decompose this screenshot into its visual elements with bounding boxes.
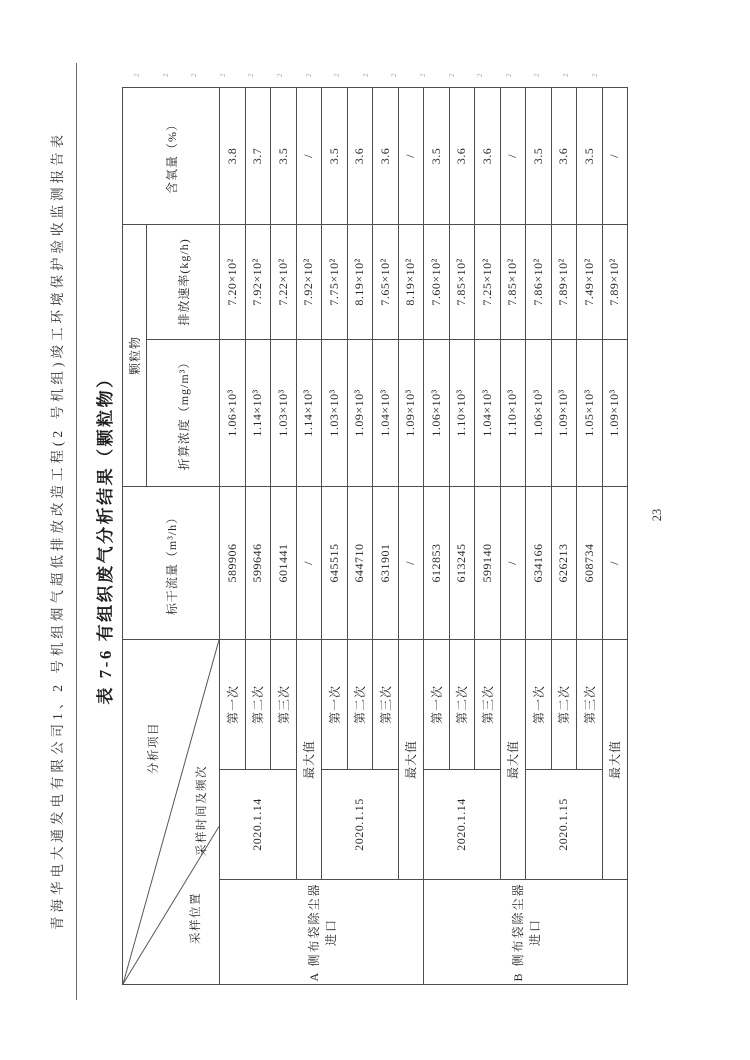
flow-cell: 612853 bbox=[424, 486, 450, 639]
freq-cell: 第一次 bbox=[424, 639, 450, 769]
diag-label-analysis-item: 分析项目 bbox=[148, 722, 160, 774]
rate-cell: 7.25×10² bbox=[475, 224, 501, 339]
conc-cell: 1.09×10³ bbox=[347, 339, 373, 486]
flow-cell: 644710 bbox=[347, 486, 373, 639]
max-label-cell: 最大值 bbox=[500, 639, 526, 879]
scan-artifact-mark: 2 bbox=[247, 73, 256, 77]
flow-cell: 599140 bbox=[475, 486, 501, 639]
rate-cell: 7.49×10² bbox=[577, 224, 603, 339]
flow-cell: 589906 bbox=[220, 486, 246, 639]
o2-cell: 3.6 bbox=[347, 87, 373, 224]
conc-cell: 1.04×10³ bbox=[475, 339, 501, 486]
location-cell: A 侧布袋除尘器进口 bbox=[220, 880, 424, 985]
flow-cell: / bbox=[296, 486, 322, 639]
rate-cell: 8.19×10² bbox=[347, 224, 373, 339]
conc-cell: 1.03×10³ bbox=[322, 339, 348, 486]
rate-cell: 7.92×10² bbox=[296, 224, 322, 339]
diag-label-sampling-location: 采样位置 bbox=[190, 892, 202, 944]
table-row bbox=[424, 87, 450, 984]
scan-artifact-mark: 2 bbox=[218, 73, 227, 77]
o2-cell: 3.6 bbox=[551, 87, 577, 224]
rate-cell: 7.22×10² bbox=[271, 224, 297, 339]
o2-cell: / bbox=[296, 87, 322, 224]
scan-artifact-mark: 2 bbox=[361, 73, 370, 77]
table-row bbox=[526, 87, 552, 984]
freq-cell: 第一次 bbox=[526, 639, 552, 769]
scan-artifact-mark: 2 bbox=[133, 73, 141, 77]
scan-artifact-mark: 2 bbox=[419, 73, 427, 77]
header-oxygen: 含氧量（%） bbox=[123, 87, 220, 224]
rate-cell: 7.60×10² bbox=[424, 224, 450, 339]
scan-artifact-mark: 2 bbox=[533, 73, 542, 77]
o2-cell: 3.8 bbox=[220, 87, 246, 224]
table-row bbox=[220, 87, 246, 984]
rate-cell: 7.75×10² bbox=[322, 224, 348, 339]
header-rate: 排放速率(kg/h) bbox=[147, 224, 220, 339]
freq-cell: 第一次 bbox=[220, 639, 246, 769]
header-particulate: 颗粒物 bbox=[123, 224, 147, 486]
o2-cell: / bbox=[398, 87, 424, 224]
rate-cell: 7.85×10² bbox=[449, 224, 475, 339]
table-row-max bbox=[398, 87, 424, 984]
freq-cell: 第三次 bbox=[577, 639, 603, 769]
o2-cell: 3.7 bbox=[245, 87, 271, 224]
rate-cell: 7.65×10² bbox=[373, 224, 399, 339]
header-flow: 标干流量（m³/h） bbox=[123, 486, 220, 639]
flow-cell: / bbox=[602, 486, 628, 639]
o2-cell: 3.5 bbox=[577, 87, 603, 224]
o2-cell: 3.5 bbox=[322, 87, 348, 224]
flow-cell: / bbox=[398, 486, 424, 639]
conc-cell: 1.10×10³ bbox=[500, 339, 526, 486]
flow-cell: 601441 bbox=[271, 486, 297, 639]
table-row bbox=[322, 87, 348, 984]
scan-artifact-mark: 2 bbox=[504, 73, 513, 77]
flow-cell: 608734 bbox=[577, 486, 603, 639]
conc-cell: 1.14×10³ bbox=[296, 339, 322, 486]
header-concentration: 折算浓度（mg/m³） bbox=[147, 339, 220, 486]
scan-artifact-mark: 2 bbox=[447, 73, 456, 77]
document-header-text: 青海华电大通发电有限公司1、2 号机组烟气超低排放改造工程(2 号机组)竣工环境保护验收监测报告表 bbox=[50, 131, 65, 930]
conc-cell: 1.09×10³ bbox=[398, 339, 424, 486]
date-cell: 2020.1.14 bbox=[220, 770, 297, 880]
freq-cell: 第三次 bbox=[475, 639, 501, 769]
scan-artifact-mark: 2 bbox=[161, 73, 170, 77]
scan-artifact-mark: 2 bbox=[390, 73, 399, 77]
header-rule bbox=[76, 63, 77, 1000]
o2-cell: 3.6 bbox=[373, 87, 399, 224]
diag-label-sampling-time: 采样时间及频次 bbox=[196, 765, 208, 856]
flow-cell: / bbox=[500, 486, 526, 639]
scan-artifact-mark: 2 bbox=[562, 73, 570, 77]
conc-cell: 1.04×10³ bbox=[373, 339, 399, 486]
rate-cell: 7.89×10² bbox=[551, 224, 577, 339]
table-row-max bbox=[296, 87, 322, 984]
freq-cell: 第三次 bbox=[271, 639, 297, 769]
o2-cell: 3.5 bbox=[424, 87, 450, 224]
o2-cell: 3.5 bbox=[526, 87, 552, 224]
conc-cell: 1.10×10³ bbox=[449, 339, 475, 486]
max-label-cell: 最大值 bbox=[296, 639, 322, 879]
o2-cell: / bbox=[602, 87, 628, 224]
conc-cell: 1.06×10³ bbox=[526, 339, 552, 486]
flow-cell: 634166 bbox=[526, 486, 552, 639]
date-cell: 2020.1.15 bbox=[526, 770, 603, 880]
freq-cell: 第二次 bbox=[551, 639, 577, 769]
page-number: 23 bbox=[650, 508, 664, 522]
table-title: 表 7-6 有组织废气分析结果（颗粒物） bbox=[96, 368, 115, 705]
table-row-max bbox=[500, 87, 526, 984]
rate-cell: 7.89×10² bbox=[602, 224, 628, 339]
scan-artifact-mark: 2 bbox=[276, 73, 284, 77]
flow-cell: 626213 bbox=[551, 486, 577, 639]
rate-cell: 7.86×10² bbox=[526, 224, 552, 339]
freq-cell: 第二次 bbox=[245, 639, 271, 769]
scan-artifact-mark: 2 bbox=[333, 73, 342, 77]
o2-cell: 3.5 bbox=[271, 87, 297, 224]
o2-cell: 3.6 bbox=[475, 87, 501, 224]
scan-artifact-mark: 2 bbox=[190, 73, 199, 77]
conc-cell: 1.14×10³ bbox=[245, 339, 271, 486]
date-cell: 2020.1.14 bbox=[424, 770, 501, 880]
o2-cell: 3.6 bbox=[449, 87, 475, 224]
scan-artifact-mark: 2 bbox=[590, 73, 599, 77]
date-cell: 2020.1.15 bbox=[322, 770, 399, 880]
flow-cell: 645515 bbox=[322, 486, 348, 639]
scan-artifact-mark: 2 bbox=[304, 73, 313, 77]
flow-cell: 631901 bbox=[373, 486, 399, 639]
table-row-max bbox=[602, 87, 628, 984]
location-cell: B 侧布袋除尘器进口 bbox=[424, 880, 628, 985]
freq-cell: 第二次 bbox=[347, 639, 373, 769]
o2-cell: / bbox=[500, 87, 526, 224]
freq-cell: 第二次 bbox=[449, 639, 475, 769]
freq-cell: 第三次 bbox=[373, 639, 399, 769]
flow-cell: 613245 bbox=[449, 486, 475, 639]
freq-cell: 第一次 bbox=[322, 639, 348, 769]
rate-cell: 7.92×10² bbox=[245, 224, 271, 339]
rate-cell: 7.20×10² bbox=[220, 224, 246, 339]
conc-cell: 1.09×10³ bbox=[602, 339, 628, 486]
conc-cell: 1.03×10³ bbox=[271, 339, 297, 486]
max-label-cell: 最大值 bbox=[398, 639, 424, 879]
max-label-cell: 最大值 bbox=[602, 639, 628, 879]
scan-artifact-mark: 2 bbox=[476, 73, 485, 77]
conc-cell: 1.06×10³ bbox=[220, 339, 246, 486]
conc-cell: 1.06×10³ bbox=[424, 339, 450, 486]
conc-cell: 1.05×10³ bbox=[577, 339, 603, 486]
rate-cell: 7.85×10² bbox=[500, 224, 526, 339]
diagonal-header-cell bbox=[123, 639, 220, 984]
results-table bbox=[122, 87, 628, 985]
conc-cell: 1.09×10³ bbox=[551, 339, 577, 486]
flow-cell: 599646 bbox=[245, 486, 271, 639]
rate-cell: 8.19×10² bbox=[398, 224, 424, 339]
